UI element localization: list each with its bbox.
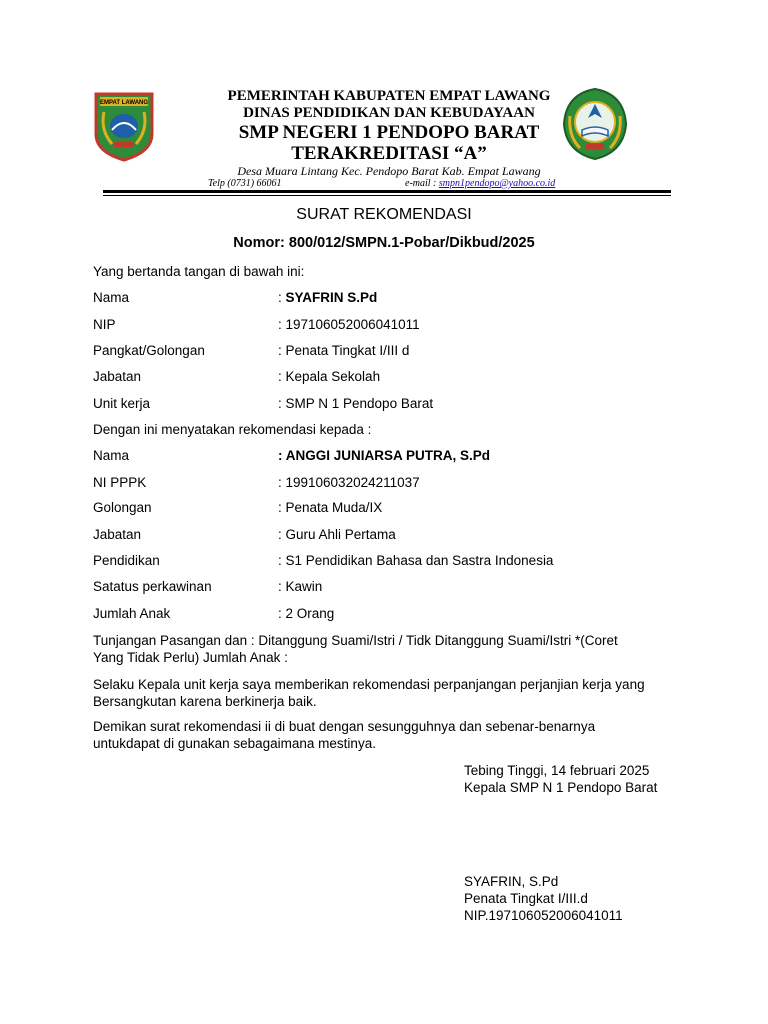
recommend-intro: Dengan ini menyatakan rekomendasi kepada :: [93, 422, 372, 437]
field-label: Nama: [93, 448, 130, 463]
field-value: : Penata Tingkat I/III d: [278, 343, 410, 358]
field-label: Unit kerja: [93, 396, 151, 411]
signer-name-footer: SYAFRIN, S.Pd: [464, 874, 559, 889]
field-value: : SMP N 1 Pendopo Barat: [278, 396, 434, 411]
field-value: : Guru Ahli Pertama: [278, 527, 396, 542]
signer-nip: NIP.197106052006041011: [464, 908, 623, 923]
field-colon: :: [278, 290, 286, 305]
school-address: Desa Muara Lintang Kec. Pendopo Barat Kab. Empat Lawang: [237, 164, 541, 178]
accreditation-line: TERAKREDITASI “A”: [291, 143, 487, 164]
allowance-paragraph: [93, 632, 683, 666]
telephone: Telp (0731) 66061: [208, 178, 282, 189]
empat-lawang-logo-icon: [92, 90, 156, 162]
government-line: PEMERINTAH KABUPATEN EMPAT LAWANG: [227, 88, 551, 104]
field-label: Jumlah Anak: [93, 606, 171, 621]
field-value: : S1 Pendidikan Bahasa dan Sastra Indonesia: [278, 553, 554, 568]
paragraph-line: Tunjangan Pasangan dan : Ditanggung Suami/Istri / Tidk Ditanggung Suami/Istri *(Coret: [93, 633, 618, 648]
recommendation-paragraph: [93, 676, 683, 710]
school-emblem-icon: [560, 86, 630, 162]
header-rule-thick: [103, 190, 671, 193]
field-label: NI PPPK: [93, 475, 147, 490]
field-label: Jabatan: [93, 369, 142, 384]
signer-rank: Penata Tingkat I/III.d: [464, 891, 588, 906]
paragraph-line: Demikan surat rekomendasi ii di buat dengan sesungguhnya dan sebenar-benarnya: [93, 719, 596, 734]
field-value: : Penata Muda/IX: [278, 500, 383, 515]
field-label: NIP: [93, 317, 116, 332]
paragraph-line: Yang Tidak Perlu) Jumlah Anak :: [93, 650, 288, 665]
field-label: Golongan: [93, 500, 152, 515]
field-value: : 2 Orang: [278, 606, 335, 621]
closing-paragraph: [93, 718, 683, 752]
intro-text: Yang bertanda tangan di bawah ini:: [93, 264, 305, 279]
field-value: : Kepala Sekolah: [278, 369, 381, 384]
paragraph-line: Selaku Kepala unit kerja saya memberikan rekomendasi perpanjangan perjanjian kerja yang: [93, 677, 645, 692]
signer-position: Kepala SMP N 1 Pendopo Barat: [464, 780, 658, 795]
school-name: SMP NEGERI 1 PENDOPO BARAT: [238, 122, 540, 143]
field-value: : 197106052006041011: [278, 317, 420, 332]
place-date: Tebing Tinggi, 14 februari 2025: [464, 763, 650, 778]
header-rule-thin: [103, 195, 671, 196]
paragraph-line: Bersangkutan karena berkinerja baik.: [93, 694, 317, 709]
field-label: Jabatan: [93, 527, 142, 542]
paragraph-line: untukdapat di gunakan sebagaimana mestinya.: [93, 736, 376, 751]
field-value: [278, 290, 377, 305]
email-line: [405, 178, 555, 189]
email-label: e-mail :: [405, 178, 439, 189]
field-label: Pangkat/Golongan: [93, 343, 205, 358]
field-label: Nama: [93, 290, 130, 305]
recipient-name: : ANGGI JUNIARSA PUTRA, S.Pd: [278, 448, 491, 463]
signature-footer: [464, 873, 623, 924]
department-line: DINAS PENDIDIKAN DAN KEBUDAYAAN: [243, 105, 535, 121]
letter-title: SURAT REKOMENDASI: [296, 206, 472, 223]
letter-number: Nomor: 800/012/SMPN.1-Pobar/Dikbud/2025: [233, 235, 535, 251]
field-value: : Kawin: [278, 579, 323, 594]
signature-header: [464, 762, 657, 796]
field-label: Pendidikan: [93, 553, 160, 568]
email-link[interactable]: smpn1pendopo@yahoo.co.id: [438, 178, 556, 189]
field-label: Satatus perkawinan: [93, 579, 212, 594]
field-value: : 199106032024211037: [278, 475, 420, 490]
signer-name: SYAFRIN S.Pd: [285, 290, 378, 305]
logo-caption: EMPAT LAWANG: [99, 100, 149, 106]
